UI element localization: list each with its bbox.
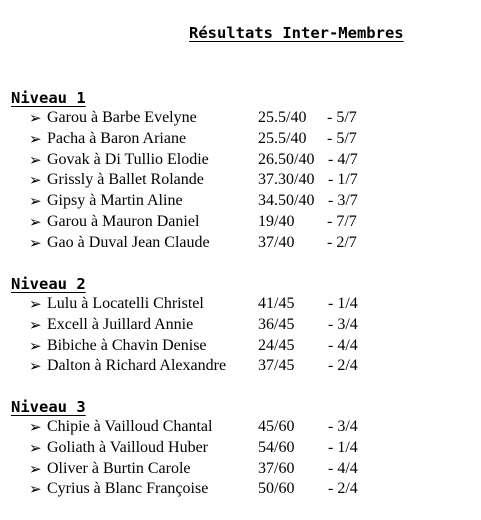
result-row (0, 151, 481, 171)
arrow-bullet-icon: ➢ (29, 482, 42, 499)
placement-value: - 1/4 (328, 438, 358, 456)
dog-owner-name: Gipsy à Martin Aline (47, 192, 183, 210)
dog-owner-name: Garou à Mauron Daniel (47, 213, 200, 230)
score-value: 41/45 (258, 295, 295, 312)
placement-value: - 1/4 (328, 295, 358, 312)
score-value: 37/45 (258, 357, 295, 375)
page-title: Résultats Inter-Membres (189, 24, 404, 42)
result-row (0, 109, 481, 129)
arrow-bullet-icon: ➢ (29, 173, 42, 190)
dog-owner-name: Govak à Di Tullio Elodie (47, 150, 209, 168)
arrow-bullet-icon: ➢ (29, 461, 42, 478)
dog-owner-name: Grissly à Ballet Rolande (47, 171, 204, 189)
arrow-bullet-icon: ➢ (29, 338, 42, 355)
placement-value: - 3/4 (328, 418, 358, 435)
result-row (0, 213, 481, 233)
result-row (0, 337, 481, 357)
dog-owner-name: Lulu à Locatelli Christel (47, 295, 204, 312)
arrow-bullet-icon: ➢ (29, 317, 42, 334)
score-value: 54/60 (258, 438, 295, 456)
placement-value: - 1/7 (328, 171, 358, 189)
dog-owner-name: Bibiche à Chavin Denise (47, 336, 207, 354)
placement-value: - 2/4 (328, 357, 358, 375)
placement-value: - 5/7 (327, 109, 357, 126)
result-row (0, 295, 481, 315)
arrow-bullet-icon: ➢ (29, 111, 42, 127)
score-value: 19/40 (258, 213, 295, 230)
arrow-bullet-icon: ➢ (29, 235, 42, 252)
result-row (0, 316, 481, 336)
score-value: 50/60 (258, 480, 295, 498)
dog-owner-name: Oliver à Burtin Carole (47, 459, 191, 477)
result-row (0, 192, 481, 212)
result-row (0, 418, 481, 438)
score-value: 45/60 (258, 418, 295, 435)
section-heading: Niveau 1 (11, 89, 86, 107)
placement-value: - 5/7 (327, 129, 357, 147)
placement-value: - 4/7 (328, 150, 358, 168)
placement-value: - 4/4 (328, 459, 358, 477)
score-value: 26.50/40 (258, 150, 315, 168)
dog-owner-name: Pacha à Baron Ariane (47, 129, 187, 147)
arrow-bullet-icon: ➢ (29, 131, 42, 148)
placement-value: - 4/4 (328, 336, 358, 354)
score-value: 37/40 (258, 233, 295, 251)
arrow-bullet-icon: ➢ (29, 420, 42, 436)
dog-owner-name: Gao à Duval Jean Claude (47, 233, 210, 251)
result-row (0, 130, 481, 150)
section-heading: Niveau 2 (11, 275, 86, 293)
arrow-bullet-icon: ➢ (29, 194, 42, 211)
arrow-bullet-icon: ➢ (29, 152, 42, 169)
score-value: 34.50/40 (258, 192, 315, 210)
result-row (0, 171, 481, 191)
score-value: 36/45 (258, 315, 295, 333)
score-value: 37.30/40 (258, 171, 315, 189)
placement-value: - 3/7 (328, 192, 358, 210)
dog-owner-name: Goliath à Vailloud Huber (47, 438, 209, 456)
section-heading: Niveau 3 (11, 398, 86, 416)
arrow-bullet-icon: ➢ (29, 440, 42, 457)
score-value: 37/60 (258, 459, 295, 477)
arrow-bullet-icon: ➢ (29, 215, 42, 231)
placement-value: - 2/7 (327, 233, 357, 251)
score-value: 25.5/40 (258, 109, 307, 126)
dog-owner-name: Cyrius à Blanc Françoise (47, 480, 209, 498)
result-row (0, 480, 481, 500)
score-value: 24/45 (258, 336, 295, 354)
placement-value: - 3/4 (328, 315, 358, 333)
dog-owner-name: Dalton à Richard Alexandre (47, 357, 227, 375)
result-row (0, 460, 481, 480)
arrow-bullet-icon: ➢ (29, 297, 42, 313)
result-row (0, 234, 481, 254)
dog-owner-name: Garou à Barbe Evelyne (47, 109, 197, 126)
result-row (0, 439, 481, 459)
placement-value: - 2/4 (328, 480, 358, 498)
dog-owner-name: Chipie à Vailloud Chantal (47, 418, 213, 435)
dog-owner-name: Excell à Juillard Annie (47, 315, 194, 333)
score-value: 25.5/40 (258, 129, 307, 147)
placement-value: - 7/7 (327, 213, 357, 230)
result-row (0, 357, 481, 377)
arrow-bullet-icon: ➢ (29, 359, 42, 376)
